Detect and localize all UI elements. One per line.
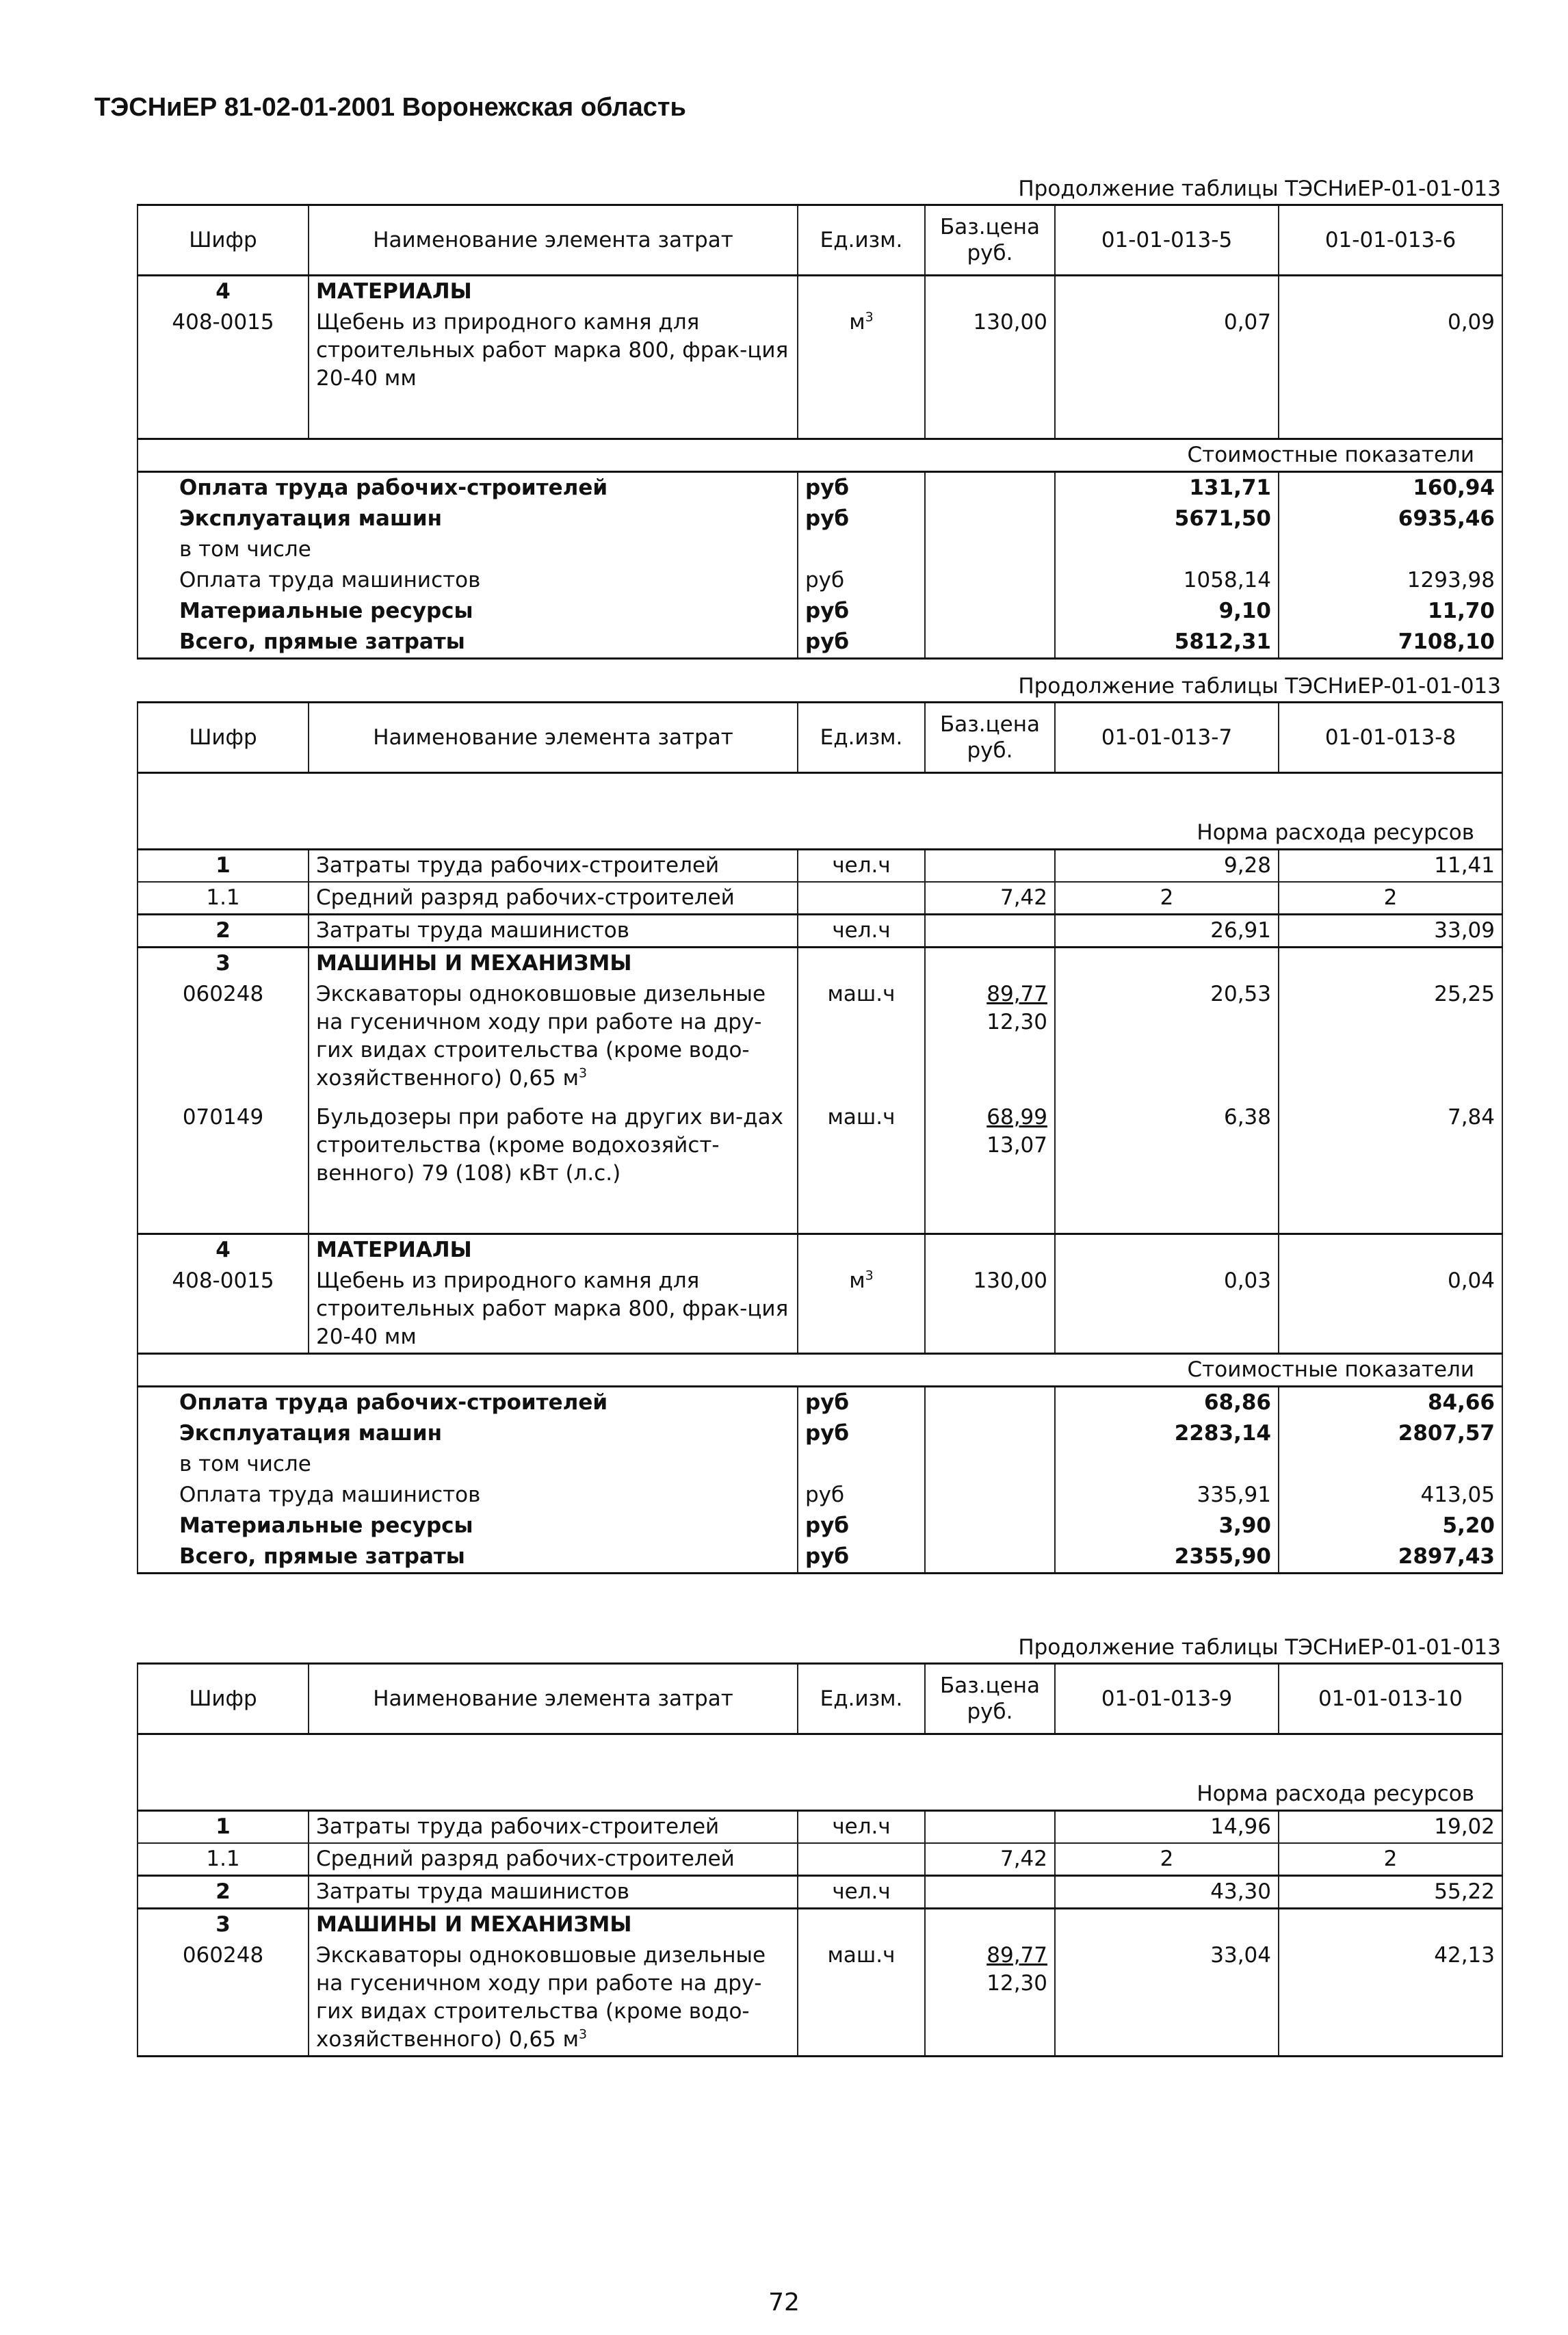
row-code: 3: [138, 1909, 309, 1941]
row-value-a: 2: [1055, 882, 1279, 915]
row-price: 130,00: [925, 307, 1055, 394]
row-unit: маш.ч: [798, 979, 925, 1094]
row-name: Оплата труда рабочих-строителей: [138, 472, 798, 504]
table-row: [138, 627, 1502, 659]
row-name: Бульдозеры при работе на других ви-дах строительства (кроме водохозяйст-венного) 79 (108) кВт (л.с.): [309, 1094, 798, 1189]
row-name: Затраты труда машинистов: [309, 915, 798, 948]
table-row: [138, 1094, 1502, 1189]
table-row: [138, 1480, 1502, 1511]
col-name-header: Наименование элемента затрат: [309, 1664, 798, 1734]
row-code: 4: [138, 276, 309, 308]
table-row: [138, 948, 1502, 980]
row-code: 060248: [138, 979, 309, 1094]
table-row: [138, 472, 1502, 504]
row-value-a: 3,90: [1055, 1511, 1279, 1541]
row-value-b: 84,66: [1279, 1387, 1502, 1419]
row-name: Экскаваторы одноковшовые дизельные на гусеничном ходу при работе на дру-гих видах строительства (кроме водо-хозяйственного) 0,65 м: [316, 1943, 766, 2052]
table-row: [138, 1843, 1502, 1876]
table2: [137, 701, 1503, 1574]
table-row: [138, 307, 1502, 394]
row-value-a: 9,10: [1055, 596, 1279, 627]
row-name: Материальные ресурсы: [138, 596, 798, 627]
row-name: Эксплуатация машин: [138, 504, 798, 534]
row-price-bottom: 13,07: [986, 1133, 1047, 1158]
row-value-b: 19,02: [1279, 1811, 1502, 1844]
table-row: [138, 1511, 1502, 1541]
row-name: Средний разряд рабочих-строителей: [309, 882, 798, 915]
table-row: [138, 850, 1502, 883]
table-header-row: [138, 703, 1502, 773]
row-unit: м: [849, 1268, 865, 1293]
row-value-a: 26,91: [1055, 915, 1279, 948]
unit-superscript: 3: [865, 309, 874, 325]
row-name: МАШИНЫ И МЕХАНИЗМЫ: [309, 1909, 798, 1941]
row-code: 3: [138, 948, 309, 980]
table-row: [138, 596, 1502, 627]
row-name: Затраты труда рабочих-строителей: [309, 1811, 798, 1844]
row-unit: руб: [798, 472, 925, 504]
row-value-b: 0,09: [1279, 307, 1502, 394]
row-code: 408-0015: [138, 1266, 309, 1354]
row-name: Оплата труда рабочих-строителей: [138, 1387, 798, 1419]
table1-continuation: Продолжение таблицы ТЭСНиЕР-01-01-013: [1018, 177, 1501, 201]
row-value-a: 14,96: [1055, 1811, 1279, 1844]
row-value-a: 33,04: [1055, 1940, 1279, 2057]
table-row: [138, 1387, 1502, 1419]
col-price-header: Баз.цена руб.: [925, 703, 1055, 773]
row-price-bottom: 12,30: [986, 1010, 1047, 1034]
row-name: Щебень из природного камня для строительных работ марка 800, фрак-ция 20-40 мм: [309, 307, 798, 394]
row-name: Затраты труда машинистов: [309, 1876, 798, 1909]
row-name: Затраты труда рабочих-строителей: [309, 850, 798, 883]
col-price-header: Баз.цена руб.: [925, 1664, 1055, 1734]
row-name: Оплата труда машинистов: [138, 565, 798, 596]
table-row: [138, 504, 1502, 534]
unit-superscript: 3: [865, 1268, 874, 1283]
row-value-a: 5812,31: [1055, 627, 1279, 659]
row-name: Экскаваторы одноковшовые дизельные на гусеничном ходу при работе на дру-гих видах строительства (кроме водо-хозяйственного) 0,65 м: [316, 982, 766, 1091]
table-row: [138, 1811, 1502, 1844]
cost-section-label: Стоимостные показатели: [138, 1354, 1502, 1387]
norm-section-label: Норма расхода ресурсов: [138, 818, 1502, 850]
row-name: в том числе: [138, 534, 798, 565]
row-value-b: 2807,57: [1279, 1418, 1502, 1449]
col-code-header: Шифр: [138, 205, 309, 276]
col-price-header: Баз.цена руб.: [925, 205, 1055, 276]
row-value-b: 2897,43: [1279, 1541, 1502, 1574]
row-code: 408-0015: [138, 307, 309, 394]
table-row: [138, 979, 1502, 1094]
row-value-b: 33,09: [1279, 915, 1502, 948]
col-code-header: Шифр: [138, 1664, 309, 1734]
row-name: Средний разряд рабочих-строителей: [309, 1843, 798, 1876]
row-value-a: 0,07: [1055, 307, 1279, 394]
row-value-a: 2355,90: [1055, 1541, 1279, 1574]
row-code: 060248: [138, 1940, 309, 2057]
col-unit-header: Ед.изм.: [798, 1664, 925, 1734]
table1: [137, 204, 1503, 660]
row-unit: чел.ч: [798, 1876, 925, 1909]
row-unit: руб: [798, 565, 925, 596]
col-b-header: 01-01-013-6: [1279, 205, 1502, 276]
row-unit: руб: [798, 1480, 925, 1511]
row-value-a: 5671,50: [1055, 504, 1279, 534]
unit-superscript: 3: [579, 1065, 588, 1081]
table-row: [138, 915, 1502, 948]
table2-continuation: Продолжение таблицы ТЭСНиЕР-01-01-013: [1018, 674, 1501, 699]
table-row: [138, 1541, 1502, 1574]
row-unit: руб: [798, 596, 925, 627]
col-unit-header: Ед.изм.: [798, 205, 925, 276]
col-a-header: 01-01-013-7: [1055, 703, 1279, 773]
row-value-a: 20,53: [1055, 979, 1279, 1094]
row-value-a: 131,71: [1055, 472, 1279, 504]
row-value-b: 7,84: [1279, 1094, 1502, 1189]
row-unit: чел.ч: [798, 915, 925, 948]
row-code: 2: [138, 915, 309, 948]
row-price-top: 68,99: [986, 1105, 1047, 1130]
row-value-a: 1058,14: [1055, 565, 1279, 596]
row-code: 070149: [138, 1094, 309, 1189]
row-code: 1.1: [138, 1843, 309, 1876]
cost-section-label: Стоимостные показатели: [138, 439, 1502, 472]
col-unit-header: Ед.изм.: [798, 703, 925, 773]
row-value-b: 1293,98: [1279, 565, 1502, 596]
row-code: 1: [138, 850, 309, 883]
row-unit: руб: [798, 504, 925, 534]
table-row: [138, 1266, 1502, 1354]
row-unit: руб: [798, 1541, 925, 1574]
row-value-b: 7108,10: [1279, 627, 1502, 659]
table-row: [138, 1234, 1502, 1266]
row-value-b: 413,05: [1279, 1480, 1502, 1511]
row-value-a: 0,03: [1055, 1266, 1279, 1354]
row-value-a: 2: [1055, 1843, 1279, 1876]
table-row: [138, 565, 1502, 596]
row-value-b: 2: [1279, 1843, 1502, 1876]
row-value-b: 0,04: [1279, 1266, 1502, 1354]
row-value-b: 11,70: [1279, 596, 1502, 627]
row-unit: руб: [798, 1387, 925, 1419]
row-value-b: 42,13: [1279, 1940, 1502, 2057]
table-header-row: [138, 1664, 1502, 1734]
row-price: 130,00: [925, 1266, 1055, 1354]
row-name: МАТЕРИАЛЫ: [309, 276, 798, 308]
row-value-b: 160,94: [1279, 472, 1502, 504]
table-header-row: [138, 205, 1502, 276]
col-name-header: Наименование элемента затрат: [309, 205, 798, 276]
row-value-a: 335,91: [1055, 1480, 1279, 1511]
row-unit: чел.ч: [798, 850, 925, 883]
row-value-a: 6,38: [1055, 1094, 1279, 1189]
row-value-b: 5,20: [1279, 1511, 1502, 1541]
col-a-header: 01-01-013-9: [1055, 1664, 1279, 1734]
row-unit: маш.ч: [798, 1940, 925, 2057]
col-b-header: 01-01-013-8: [1279, 703, 1502, 773]
table-row: [138, 1876, 1502, 1909]
row-value-b: 55,22: [1279, 1876, 1502, 1909]
col-code-header: Шифр: [138, 703, 309, 773]
norm-section-label: Норма расхода ресурсов: [138, 1779, 1502, 1811]
row-name: МАШИНЫ И МЕХАНИЗМЫ: [309, 948, 798, 980]
row-price: 7,42: [925, 1843, 1055, 1876]
row-code: 1: [138, 1811, 309, 1844]
row-price-bottom: 12,30: [986, 1971, 1047, 1996]
row-name: МАТЕРИАЛЫ: [309, 1234, 798, 1266]
page-number: 72: [768, 2288, 800, 2317]
row-value-a: 43,30: [1055, 1876, 1279, 1909]
table3: [137, 1662, 1503, 2057]
table-row: [138, 1940, 1502, 2057]
row-name: Эксплуатация машин: [138, 1418, 798, 1449]
row-unit: чел.ч: [798, 1811, 925, 1844]
row-unit: руб: [798, 627, 925, 659]
row-code: 4: [138, 1234, 309, 1266]
row-price-top: 89,77: [986, 1943, 1047, 1968]
row-unit: руб: [798, 1418, 925, 1449]
table-row: [138, 882, 1502, 915]
row-name: Оплата труда машинистов: [138, 1480, 798, 1511]
table3-continuation: Продолжение таблицы ТЭСНиЕР-01-01-013: [1018, 1635, 1501, 1660]
row-name: Всего, прямые затраты: [138, 627, 798, 659]
row-value-a: 68,86: [1055, 1387, 1279, 1419]
col-name-header: Наименование элемента затрат: [309, 703, 798, 773]
row-unit: м: [849, 310, 865, 335]
table-row: [138, 276, 1502, 308]
row-code: 1.1: [138, 882, 309, 915]
row-name: Всего, прямые затраты: [138, 1541, 798, 1574]
col-a-header: 01-01-013-5: [1055, 205, 1279, 276]
table-row: [138, 1418, 1502, 1449]
row-value-b: 2: [1279, 882, 1502, 915]
row-name: Материальные ресурсы: [138, 1511, 798, 1541]
table-row: [138, 1909, 1502, 1941]
unit-superscript: 3: [579, 2026, 588, 2042]
row-price-top: 89,77: [986, 982, 1047, 1006]
row-unit: руб: [798, 1511, 925, 1541]
col-b-header: 01-01-013-10: [1279, 1664, 1502, 1734]
row-price: 7,42: [925, 882, 1055, 915]
document-header: ТЭСНиЕР 81-02-01-2001 Воронежская область: [94, 93, 686, 122]
row-value-b: 6935,46: [1279, 504, 1502, 534]
row-unit: маш.ч: [798, 1094, 925, 1189]
row-name: Щебень из природного камня для строительных работ марка 800, фрак-ция 20-40 мм: [309, 1266, 798, 1354]
row-value-a: 9,28: [1055, 850, 1279, 883]
row-code: 2: [138, 1876, 309, 1909]
row-name: в том числе: [138, 1449, 798, 1480]
row-value-a: 2283,14: [1055, 1418, 1279, 1449]
row-value-b: 25,25: [1279, 979, 1502, 1094]
row-value-b: 11,41: [1279, 850, 1502, 883]
